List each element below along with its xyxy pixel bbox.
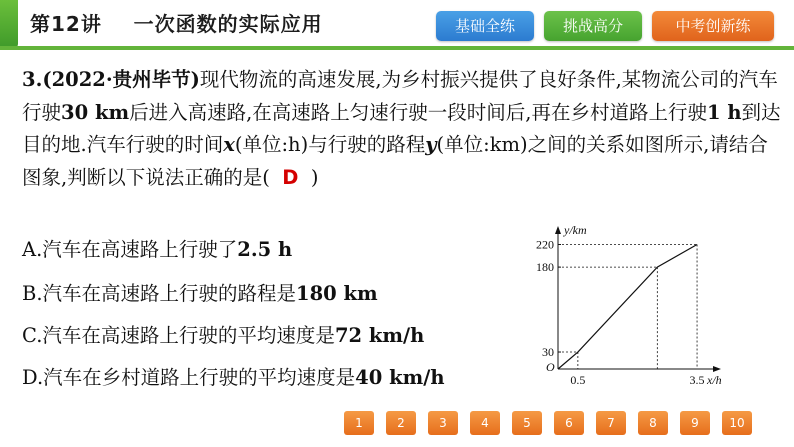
y-axis-arrow: [555, 226, 561, 234]
x-axis-label: x/h: [707, 373, 722, 386]
header-divider: [0, 46, 794, 50]
page-button-9[interactable]: 9: [680, 411, 710, 435]
problem-text-1: 现代物流的高速发展,为乡村振兴提供了良好条件,某物流公司的汽车行驶: [22, 68, 778, 124]
series-line: [558, 244, 697, 369]
option-d: [22, 364, 445, 392]
variable-y: y: [425, 133, 437, 156]
nav-button-basic-practice[interactable]: 基础全练: [436, 11, 534, 41]
option-d-value: 40 km/h: [355, 366, 445, 389]
problem-distance: 30 km: [61, 100, 130, 124]
variable-x: x: [223, 133, 235, 156]
page-button-1[interactable]: 1: [344, 411, 374, 435]
distance-time-graph: [510, 226, 730, 386]
page-button-4[interactable]: 4: [470, 411, 500, 435]
problem-time: 1 h: [707, 100, 742, 124]
page-button-6[interactable]: 6: [554, 411, 584, 435]
page-button-8[interactable]: 8: [638, 411, 668, 435]
lesson-title: 第12讲 一次函数的实际应用: [30, 12, 323, 36]
problem-number-source: 3.(2022·贵州毕节): [22, 68, 200, 91]
y-tick-label-220: 220: [536, 237, 554, 252]
origin-label: O: [546, 360, 555, 374]
option-b-value: 180 km: [296, 282, 378, 305]
option-a-value: 2.5 h: [237, 238, 293, 261]
option-c: [22, 322, 424, 350]
problem-text-6: ): [310, 165, 319, 189]
page-button-10[interactable]: 10: [722, 411, 752, 435]
y-tick-label-30: 30: [542, 345, 554, 360]
x-tick-label-0.5: 0.5: [570, 373, 586, 386]
problem-text-2: 后进入高速路,在高速路上匀速行驶一段时间后,再在乡村道路上行驶: [129, 100, 707, 124]
page-button-2[interactable]: 2: [386, 411, 416, 435]
problem-text-3: 到达目的地.汽车行驶的时间: [22, 100, 781, 156]
option-a-label: A.汽车在高速路上行驶了: [22, 238, 238, 261]
option-d-label: D.汽车在乡村道路上行驶的平均速度是: [22, 366, 356, 389]
page-button-3[interactable]: 3: [428, 411, 458, 435]
y-axis-label: y/km: [564, 226, 587, 237]
x-tick-label-3.5: 3.5: [689, 373, 705, 386]
answer-mark: D: [282, 165, 299, 189]
x-axis-arrow: [713, 366, 721, 372]
problem-text-5: (单位:km)之间的关系如图所示,请结合图象,判断以下说法正确的是(: [22, 133, 768, 189]
option-b-label: B.汽车在高速路上行驶的路程是: [22, 282, 297, 305]
y-tick-label-180: 180: [536, 260, 554, 275]
option-c-label: C.汽车在高速路上行驶的平均速度是: [22, 324, 335, 347]
option-a: [22, 236, 292, 264]
problem-text-4: (单位:h)与行驶的路程: [234, 133, 426, 156]
page-button-7[interactable]: 7: [596, 411, 626, 435]
nav-button-challenge[interactable]: 挑战高分: [544, 11, 642, 41]
problem-statement: [22, 64, 782, 194]
page-button-5[interactable]: 5: [512, 411, 542, 435]
header-bar: [0, 0, 794, 52]
header-accent: [0, 0, 18, 48]
option-b: [22, 280, 378, 308]
option-c-value: 72 km/h: [334, 324, 425, 347]
nav-button-exam-innovation[interactable]: 中考创新练: [652, 11, 774, 41]
